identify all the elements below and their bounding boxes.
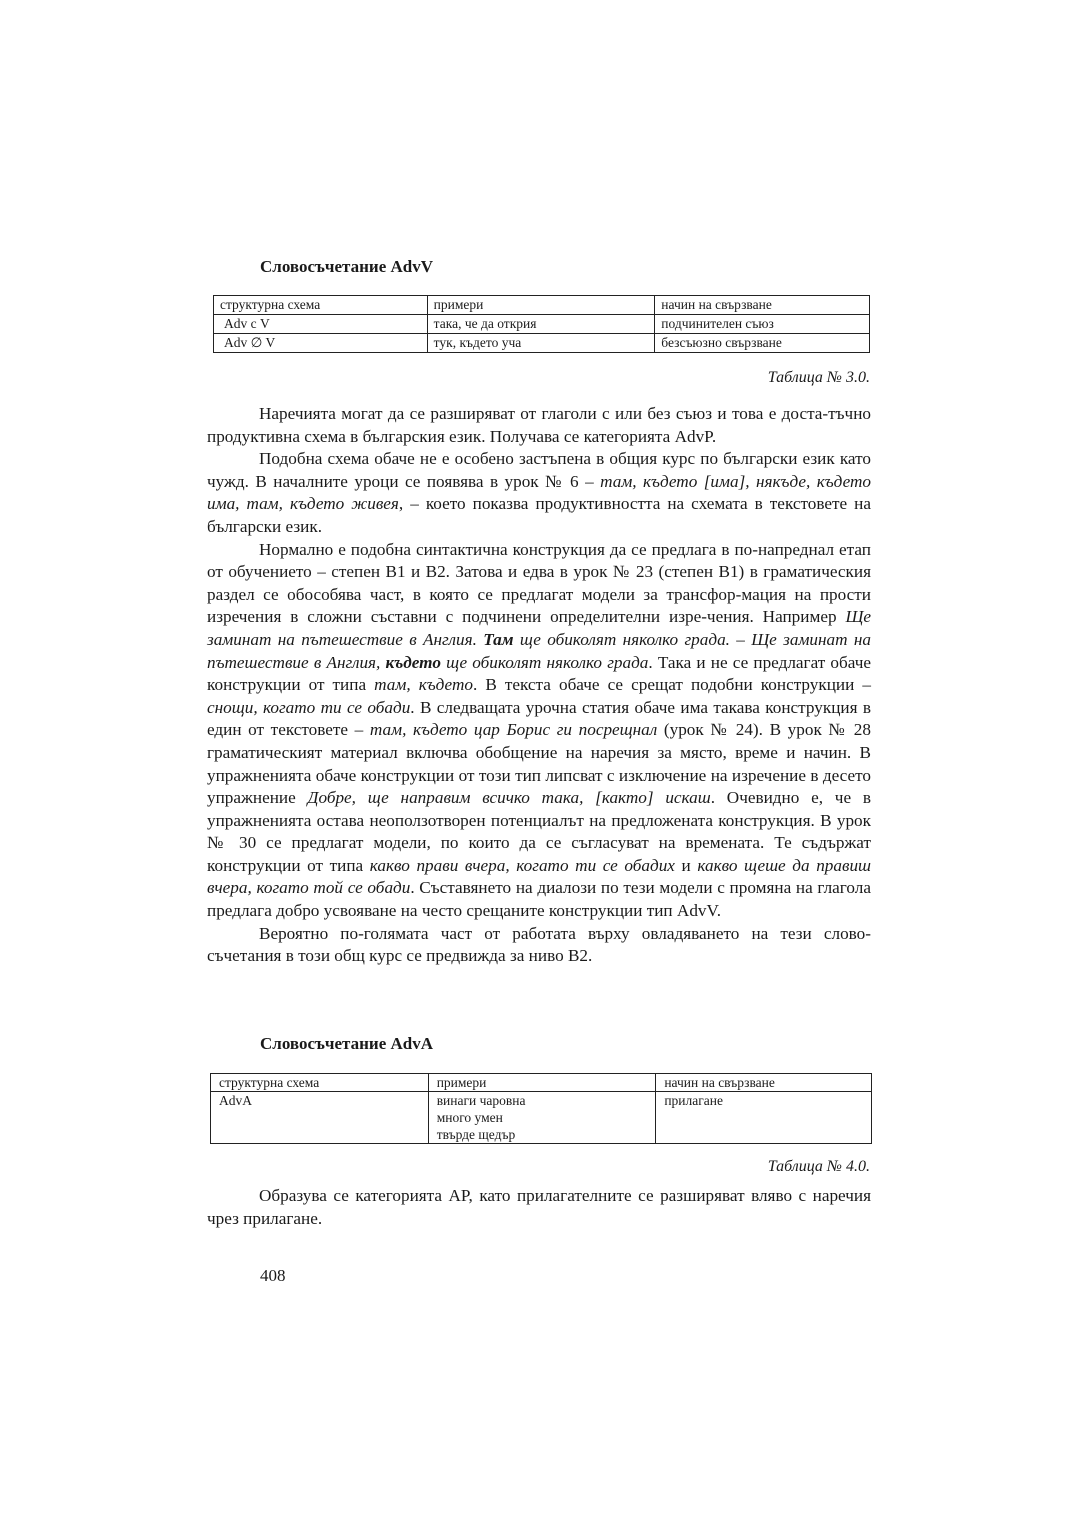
- table-cell: тук, където уча: [427, 334, 655, 353]
- table-header-cell: структурна схема: [214, 296, 428, 315]
- table-header-cell: структурна схема: [211, 1074, 429, 1092]
- table-row: [214, 315, 870, 334]
- table-cell: [428, 1092, 656, 1144]
- section-heading-advv: Словосъчетание AdvV: [260, 257, 433, 276]
- paragraph: Образува се категорията AP, като прилагателните се разширяват вляво с наречия чрез прилагане.: [207, 1186, 871, 1228]
- table-cell: Adv ∅ V: [214, 334, 428, 353]
- paragraph: Нормално е подобна синтактична конструкция да се предлага в по-напреднал етап от обучението – степен B1 и B2. Затова и едва в урок № 23 (степен B1) в граматическия раздел се обособява част, в която се предлагат модели за трансфор-мация на прости изречения в сложни съставни с подчинени определителни изре-чения. Например Ще заминат на пътешествие в Англия. Там ще обиколят няколко града. – Ще заминат на пътешествие в Англия, където ще обиколят няколко града. Така и не се предлагат обаче конструкции от типа там, където. В текста обаче се срещат подобни конструкции – снощи, когато ти се обади. В следващата урочна статия обаче има такава конструкция в един от текстовете – там, където цар Борис ги посрещнал (урок № 24). В урок № 28 граматическият материал включва обобщение на наречия за място, време и начин. В упражненията обаче конструкции от този тип липсват с изключение на изречение в десето упражнение Добре, ще направим всичко така, [както] искаш. Очевидно е, че в упражненията остава неоползотворен потенциалът на предложената конструкция. В урок № 30 се предлагат модели, по които да се съгласуват на времената. Те съдържат конструкции от типа какво прави вчера, когато ти се обадих и какво щеше да правиш вчера, когато той се обади. Съставянето на диалози по тези модели с промяна на глагола предлага добро усвояване на често срещаните конструкции тип AdvV.: [207, 539, 872, 921]
- body-text: [207, 1185, 871, 1230]
- table-caption: Таблица № 4.0.: [767, 1158, 870, 1175]
- example-item: винаги чаровна: [436, 1093, 526, 1108]
- table-row: [214, 334, 870, 353]
- table-cell: подчинителен съюз: [655, 315, 870, 334]
- table-header-row: [214, 296, 870, 315]
- table-header-row: [211, 1074, 872, 1092]
- paragraph: Вероятно по-голямата част от работата върху овладяването на тези слово-съчетания в този общ курс се предвижда за ниво B2.: [207, 923, 871, 966]
- section-heading-adva: Словосъчетание AdvA: [260, 1034, 433, 1053]
- table-row: [211, 1092, 872, 1144]
- page-number: 408: [260, 1266, 286, 1285]
- example-item: твърде щедър: [436, 1127, 516, 1142]
- table-header-cell: начин на свързване: [655, 296, 870, 315]
- table-adva: [210, 1073, 872, 1144]
- body-text: [207, 403, 871, 968]
- table-header-cell: примери: [428, 1074, 656, 1092]
- table-header-cell: начин на свързване: [656, 1074, 872, 1092]
- table-cell: прилагане: [656, 1092, 872, 1144]
- table-advv: [213, 295, 870, 353]
- table-header-cell: примери: [427, 296, 655, 315]
- table-cell: AdvA: [211, 1092, 429, 1144]
- paragraph: Наречията могат да се разширяват от глаголи с или без съюз и това е доста-тъчно продуктивна схема в българския език. Получава се категорията AdvP.: [207, 404, 871, 446]
- table-cell: безсъюзно свързване: [655, 334, 870, 353]
- table-cell: така, че да открия: [427, 315, 655, 334]
- example-item: много умен: [436, 1110, 503, 1125]
- table-cell: Adv с V: [214, 315, 428, 334]
- table-caption: Таблица № 3.0.: [767, 369, 870, 386]
- paragraph: Подобна схема обаче не е особено застъпена в общия курс по български език като чужд. В началните уроци се появява в урок № 6 – там, където [има], някъде, където има, там, където живея, – което показва продуктивността на схемата в текстовете на български език.: [207, 449, 871, 536]
